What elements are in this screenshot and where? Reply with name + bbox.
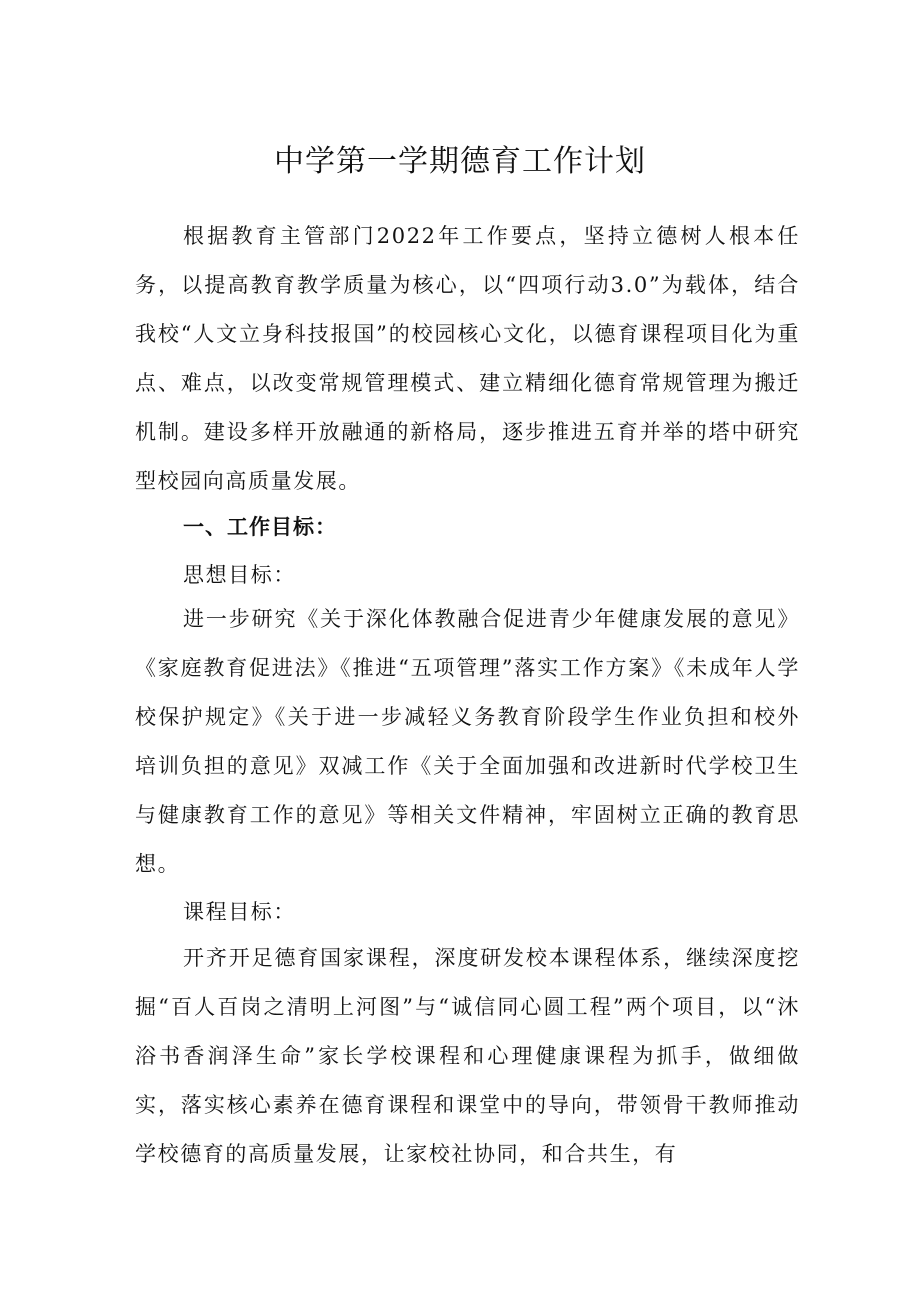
course-goal-label: 课程目标： <box>183 900 296 924</box>
section-heading: 一、工作目标： <box>183 515 337 539</box>
document-title: 中学第一学期德育工作计划 <box>274 144 646 179</box>
intro-paragraph: 根据教育主管部门2022年工作要点，坚持立德树人根本任务，以提高教育教学质量为核心，以“四项行动3.0”为载体，结合我校“人文立身科技报国”的校园核心文化，以德育课程项目化为重点、难点，以改变常规管理模式、建立精细化德育常规管理为搬迁机制。建设多样开放融通的新格局，逐步推进五育并举的塔中研究型校园向高质量发展。 <box>135 224 800 493</box>
course-goal-paragraph: 开齐开足德育国家课程，深度研发校本课程体系，继续深度挖掘“百人百岗之清明上河图”与“诚信同心圆工程”两个项目，以“沐浴书香润泽生命”家长学校课程和心理健康课程为抓手，做细做实，落实核心素养在德育课程和课堂中的导向，带领骨干教师推动学校德育的高质量发展，让家校社协同，和合共生，有 <box>135 946 800 1166</box>
thought-goal-label: 思想目标： <box>183 563 296 587</box>
thought-goal-paragraph: 进一步研究《关于深化体教融合促进青少年健康发展的意见》《家庭教育促进法》《推进“五项管理”落实工作方案》《未成年人学校保护规定》《关于进一步减轻义务教育阶段学生作业负担和校外培训负担的意见》双减工作《关于全面加强和改进新时代学校卫生与健康教育工作的意见》等相关文件精神，牢固树立正确的教育思想。 <box>135 607 800 876</box>
